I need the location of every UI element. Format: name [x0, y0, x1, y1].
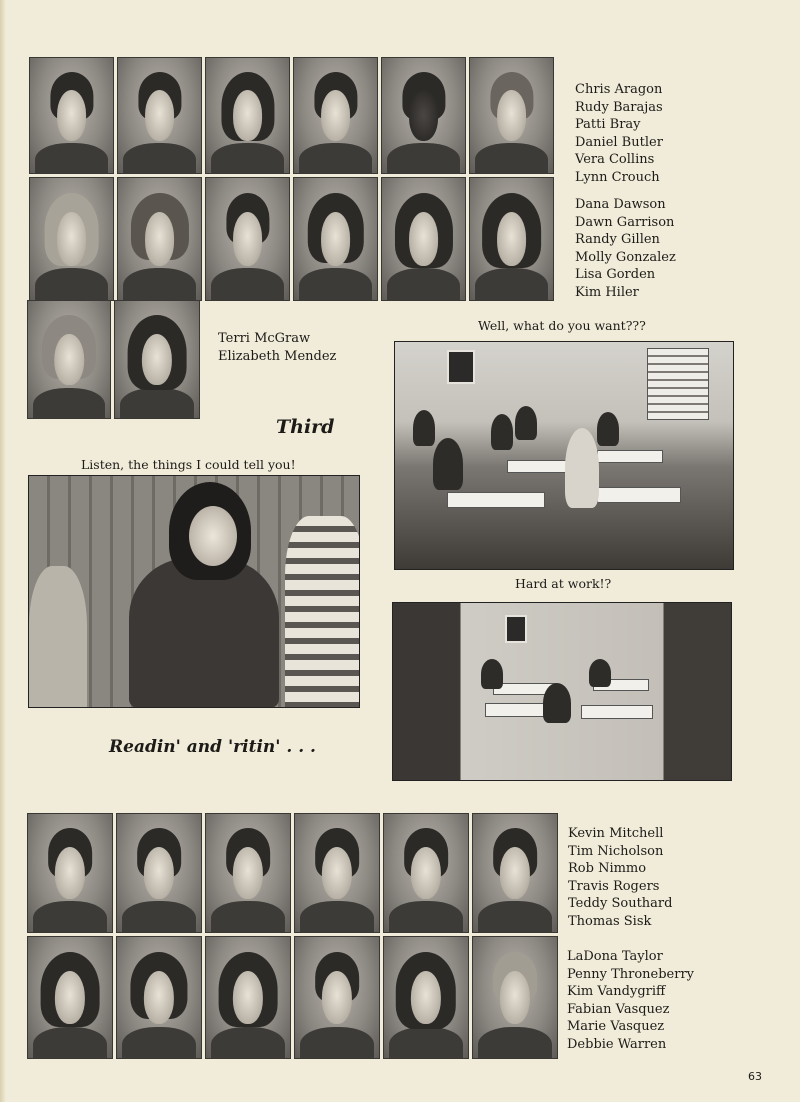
portrait	[381, 177, 466, 301]
portrait	[205, 57, 290, 174]
side-child-right	[285, 516, 360, 708]
student-figure	[481, 659, 503, 689]
names-block-2	[575, 196, 676, 301]
student-figure	[589, 659, 611, 687]
student-name: LaDona Taylor	[567, 949, 663, 964]
portrait	[383, 936, 469, 1059]
portrait	[294, 936, 380, 1059]
portrait	[205, 177, 290, 301]
student-name: Marie Vasquez	[567, 1019, 665, 1034]
student-name: Patti Bray	[575, 117, 641, 132]
portrait	[205, 936, 291, 1059]
portrait	[116, 813, 202, 933]
portrait	[27, 936, 113, 1059]
student-figure	[597, 412, 619, 446]
portrait	[469, 177, 554, 301]
portrait	[27, 300, 111, 419]
classroom-desk	[581, 705, 653, 719]
student-figure	[433, 438, 463, 490]
student-name: Dawn Garrison	[575, 214, 675, 230]
heading-third: Third	[276, 416, 335, 438]
page-number: 63	[748, 1070, 762, 1083]
student-name: Rob Nimmo	[568, 861, 647, 876]
portrait	[383, 813, 469, 933]
student-figure	[565, 428, 599, 508]
caption-hard-at-work: Hard at work!?	[515, 576, 612, 591]
portrait	[381, 57, 466, 174]
portrait	[472, 813, 558, 933]
classroom-desk	[447, 492, 545, 508]
classroom-desk	[597, 487, 681, 503]
portrait	[469, 57, 554, 174]
caption-listen: Listen, the things I could tell you!	[81, 457, 296, 472]
names-block-3	[218, 330, 336, 365]
student-name: Vera Collins	[575, 152, 655, 167]
caption-what-do-you-want: Well, what do you want???	[478, 318, 646, 333]
portrait	[293, 177, 378, 301]
student-name: Travis Rogers	[568, 878, 660, 894]
portrait	[29, 177, 114, 301]
portrait	[294, 813, 380, 933]
side-child-left	[29, 566, 87, 708]
names-block-4	[568, 825, 672, 930]
student-name: Fabian Vasquez	[567, 1001, 670, 1017]
student-name: Chris Aragon	[575, 82, 663, 97]
student-name: Randy Gillen	[575, 232, 660, 247]
student-figure	[543, 683, 571, 723]
portrait	[114, 300, 200, 419]
names-block-5	[567, 948, 694, 1053]
student-name: Tim Nicholson	[568, 843, 664, 859]
classroom-bookrack	[647, 348, 709, 420]
names-block-1	[575, 81, 663, 186]
student-figure	[491, 414, 513, 450]
student-name: Teddy Southard	[568, 896, 673, 911]
portrait-grid-row3	[27, 300, 200, 419]
hard-at-work-photo	[392, 602, 732, 781]
portrait-grid-top	[29, 57, 554, 301]
portrait	[117, 177, 202, 301]
student-figure	[413, 410, 435, 446]
student-name: Terri McGraw	[218, 331, 311, 346]
student-name: Elizabeth Mendez	[218, 348, 337, 364]
heading-readin-ritin: Readin' and 'ritin' . . .	[109, 737, 316, 757]
student-name: Daniel Butler	[575, 134, 663, 150]
girl-face	[189, 506, 237, 566]
student-name: Rudy Barajas	[575, 99, 663, 115]
student-name: Debbie Warren	[567, 1036, 667, 1052]
classroom-photo	[394, 341, 734, 570]
student-name: Lynn Crouch	[575, 169, 660, 185]
student-name: Penny Throneberry	[567, 966, 695, 982]
portrait	[205, 813, 291, 933]
student-name: Kim Vandygriff	[567, 984, 666, 999]
portrait	[293, 57, 378, 174]
portrait	[27, 813, 113, 933]
student-name: Thomas Sisk	[568, 913, 652, 929]
page-binding-edge	[0, 0, 6, 1102]
girl-jacket	[129, 558, 279, 708]
student-name: Kim Hiler	[575, 284, 639, 300]
classroom-desk	[597, 450, 663, 463]
portrait	[29, 57, 114, 174]
portrait	[117, 57, 202, 174]
student-name: Kevin Mitchell	[568, 826, 664, 841]
classroom-poster	[447, 350, 475, 384]
student-figure	[515, 406, 537, 440]
student-name: Lisa Gorden	[575, 267, 656, 282]
student-name: Molly Gonzalez	[575, 249, 676, 265]
portrait	[116, 936, 202, 1059]
portrait	[472, 936, 558, 1059]
student-name: Dana Dawson	[575, 197, 666, 212]
portrait-grid-bottom	[27, 813, 558, 1059]
girl-in-jacket-photo	[28, 475, 360, 708]
classroom-poster	[505, 615, 527, 643]
